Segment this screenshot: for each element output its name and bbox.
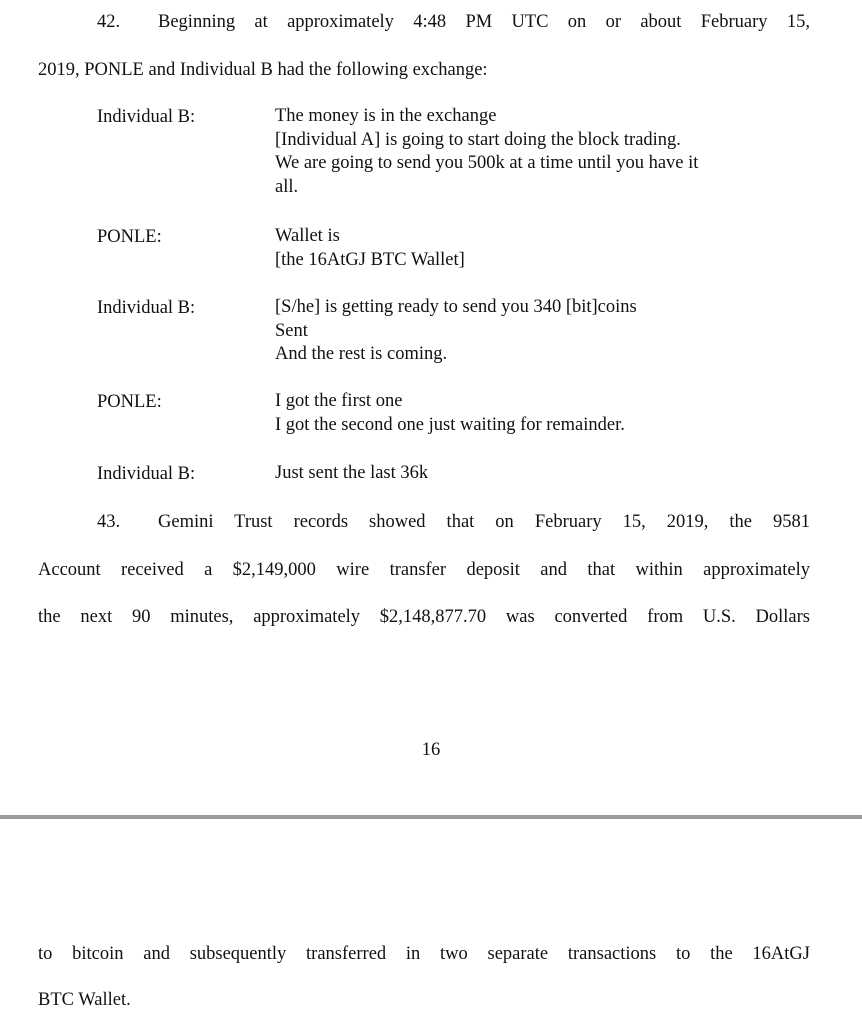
exchange-speaker: Individual B: bbox=[97, 298, 196, 318]
exchange-speaker: Individual B: bbox=[97, 107, 196, 127]
exchange-message bbox=[275, 105, 810, 199]
paragraph-number-43: 43. bbox=[97, 512, 121, 532]
exchange-speaker: PONLE: bbox=[97, 227, 162, 247]
paragraph-43-line-3: the next 90 minutes, approximately $2,148,877.70 was converted from U.S. Dollars bbox=[38, 607, 810, 627]
message-line: Just sent the last 36k bbox=[275, 463, 429, 483]
exchange-message bbox=[275, 296, 810, 367]
message-line: I got the second one just waiting for remainder. bbox=[275, 414, 625, 435]
paragraph-number-42: 42. bbox=[97, 12, 121, 32]
exchange-message bbox=[275, 390, 810, 437]
exchange-message bbox=[275, 225, 810, 272]
continuation-line-1: to bitcoin and subsequently transferred in two separate transactions to the 16AtGJ bbox=[38, 944, 810, 964]
message-line: [the 16AtGJ BTC Wallet] bbox=[275, 249, 465, 270]
message-line: And the rest is coming. bbox=[275, 344, 448, 364]
paragraph-42-line-2: 2019, PONLE and Individual B had the following exchange: bbox=[38, 60, 488, 80]
message-line: all. bbox=[275, 176, 299, 197]
continuation-line-2: BTC Wallet. bbox=[38, 990, 131, 1010]
paragraph-42-line-1: Beginning at approximately 4:48 PM UTC on or about February 15, bbox=[158, 12, 810, 32]
page-divider bbox=[0, 815, 862, 819]
message-line: [Individual A] is going to start doing the block trading. bbox=[275, 129, 681, 150]
message-line: [S/he] is getting ready to send you 340 [bit]coins bbox=[275, 297, 637, 317]
paragraph-43-line-2: Account received a $2,149,000 wire transfer deposit and that within approximately bbox=[38, 560, 810, 580]
paragraph-43-line-1: Gemini Trust records showed that on February 15, 2019, the 9581 bbox=[158, 512, 810, 532]
page-number: 16 bbox=[421, 740, 441, 760]
message-line: The money is in the exchange bbox=[275, 106, 497, 126]
message-line: I got the first one bbox=[275, 391, 403, 411]
exchange-speaker: PONLE: bbox=[97, 392, 162, 412]
message-line: Sent bbox=[275, 320, 308, 341]
message-line: We are going to send you 500k at a time until you have it bbox=[275, 153, 699, 173]
exchange-speaker: Individual B: bbox=[97, 464, 196, 484]
message-line: Wallet is bbox=[275, 226, 340, 246]
exchange-message bbox=[275, 462, 810, 486]
